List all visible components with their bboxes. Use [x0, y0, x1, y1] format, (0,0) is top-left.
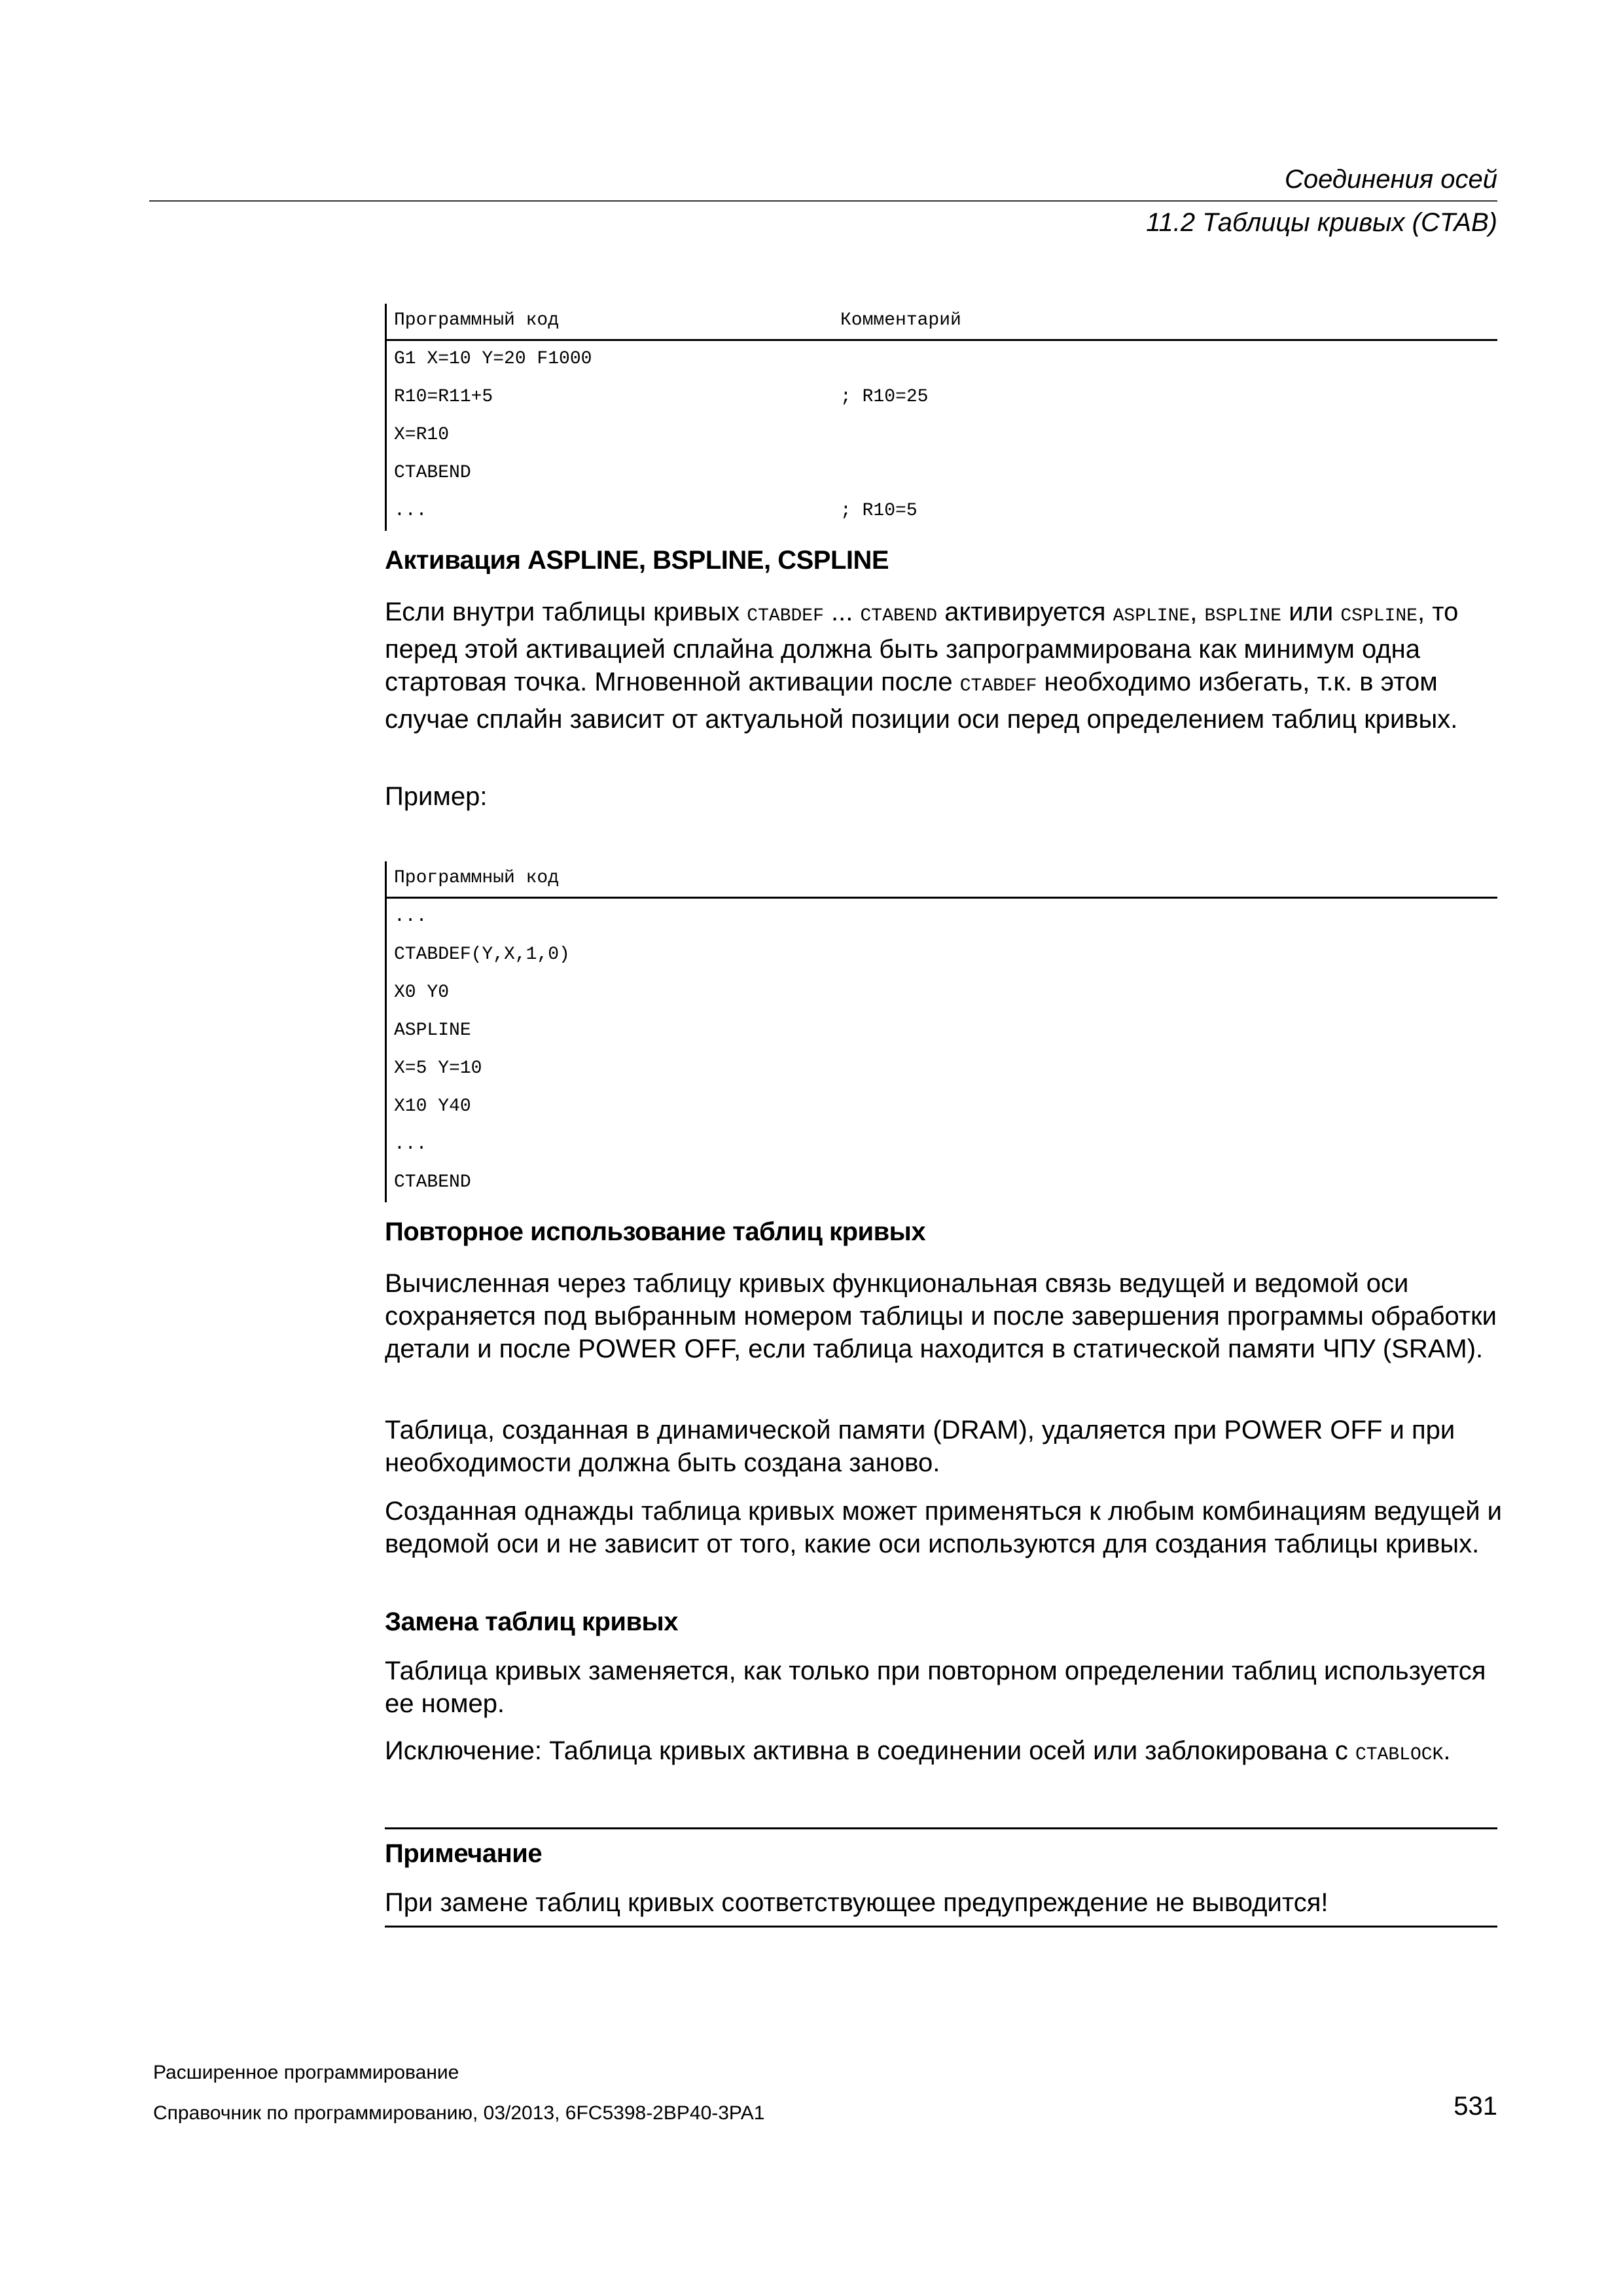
footer-book-title: Расширенное программирование: [153, 2062, 459, 2083]
code-cell: X=R10: [394, 425, 450, 445]
code-inline: CTABLOCK: [1355, 1745, 1444, 1765]
code-table-header: [385, 304, 1497, 341]
code-row: [385, 455, 1497, 493]
paragraph-reuse-1: Вычисленная через таблицу кривых функциональная связь ведущей и ведомой оси сохраняется под выбранным номером таблицы и после завершения программы обработки детали и после POWER OFF, если таблица находится в статической памяти ЧПУ (SRAM).: [385, 1269, 1497, 1363]
text-run: необходимо избегать, т.к. в этом случае сплайн зависит от актуальной позиции оси перед определением таблиц кривых.: [385, 668, 1458, 734]
code-row: [385, 899, 1497, 937]
code-cell: R10=R11+5: [394, 387, 493, 407]
example-label: Пример:: [385, 782, 488, 811]
heading-reuse: Повторное использование таблиц кривых: [385, 1217, 926, 1246]
code-row: [385, 975, 1497, 1013]
code-cell: CTABEND: [394, 463, 471, 483]
text-run: активируется: [937, 598, 1113, 626]
code-row: [385, 341, 1497, 379]
heading-replace: Замена таблиц кривых: [385, 1607, 678, 1636]
code-inline: CTABEND: [860, 606, 938, 626]
code-table-1: [385, 304, 1497, 531]
code-row: [385, 1088, 1497, 1126]
comment-cell: ; R10=25: [840, 387, 929, 407]
text-run: ,: [1190, 598, 1205, 626]
paragraph-spline: [385, 596, 1504, 736]
note-bottom-rule: [385, 1926, 1497, 1928]
code-row: [385, 379, 1497, 417]
code-row: [385, 493, 1497, 531]
text-run: или: [1281, 598, 1341, 626]
paragraph-reuse-2: Таблица, созданная в динамической памяти (DRAM), удаляется при POWER OFF и при необходимости должна быть создана заново.: [385, 1416, 1455, 1477]
text-run: .: [1443, 1736, 1451, 1765]
heading-spline-activation: Активация ASPLINE, BSPLINE, CSPLINE: [385, 546, 889, 575]
chapter-title: Соединения осей: [1284, 165, 1497, 194]
text-run: ...: [823, 598, 861, 626]
code-cell: CTABDEF(Y,X,1,0): [394, 944, 570, 965]
code-table-header: [385, 861, 1497, 899]
note-heading: Примечание: [385, 1839, 543, 1868]
comment-cell: ; R10=5: [840, 501, 918, 521]
code-cell: ...: [394, 501, 427, 521]
column-header-code: Программный код: [394, 868, 560, 888]
code-row: [385, 1126, 1497, 1164]
code-cell: ASPLINE: [394, 1020, 471, 1041]
code-table-2: [385, 861, 1497, 1202]
paragraph-replace-2: [385, 1734, 1504, 1772]
code-cell: CTABEND: [394, 1172, 471, 1193]
code-row: [385, 937, 1497, 975]
code-cell: G1 X=10 Y=20 F1000: [394, 349, 592, 369]
code-inline: CTABDEF: [959, 676, 1037, 696]
column-header-code: Программный код: [394, 310, 560, 331]
code-row: [385, 417, 1497, 455]
code-cell: ...: [394, 1134, 427, 1155]
column-header-comment: Комментарий: [840, 310, 961, 331]
header-divider: [149, 200, 1497, 202]
page-number: 531: [1454, 2092, 1497, 2121]
code-row: [385, 1013, 1497, 1050]
code-row: [385, 1050, 1497, 1088]
code-inline: CSPLINE: [1340, 606, 1418, 626]
section-title: 11.2 Таблицы кривых (CTAB): [1146, 208, 1497, 237]
note-top-rule: [385, 1827, 1497, 1829]
footer-book-info: Справочник по программированию, 03/2013, 6FC5398-2BP40-3PA1: [153, 2102, 765, 2124]
code-cell: ...: [394, 906, 427, 927]
code-cell: X=5 Y=10: [394, 1058, 482, 1079]
code-inline: CTABDEF: [747, 606, 824, 626]
paragraph-replace-1: Таблица кривых заменяется, как только при повторном определении таблиц используется ее номер.: [385, 1657, 1486, 1718]
code-inline: BSPLINE: [1204, 606, 1282, 626]
code-row: [385, 1164, 1497, 1202]
text-run: Исключение: Таблица кривых активна в соединении осей или заблокирована с: [385, 1736, 1355, 1765]
code-cell: X0 Y0: [394, 982, 450, 1003]
code-cell: X10 Y40: [394, 1096, 471, 1117]
code-inline: ASPLINE: [1113, 606, 1190, 626]
paragraph-reuse-3: Созданная однажды таблица кривых может применяться к любым комбинациям ведущей и ведомой оси и не зависит от того, какие оси используются для создания таблицы кривых.: [385, 1497, 1503, 1558]
note-text: При замене таблиц кривых соответствующее предупреждение не выводится!: [385, 1888, 1329, 1917]
text-run: Если внутри таблицы кривых: [385, 598, 747, 626]
text-run: , то перед этой активацией сплайна должна быть запрограммирована как минимум одна стартовая точка. Мгновенной активации после: [385, 598, 1459, 696]
